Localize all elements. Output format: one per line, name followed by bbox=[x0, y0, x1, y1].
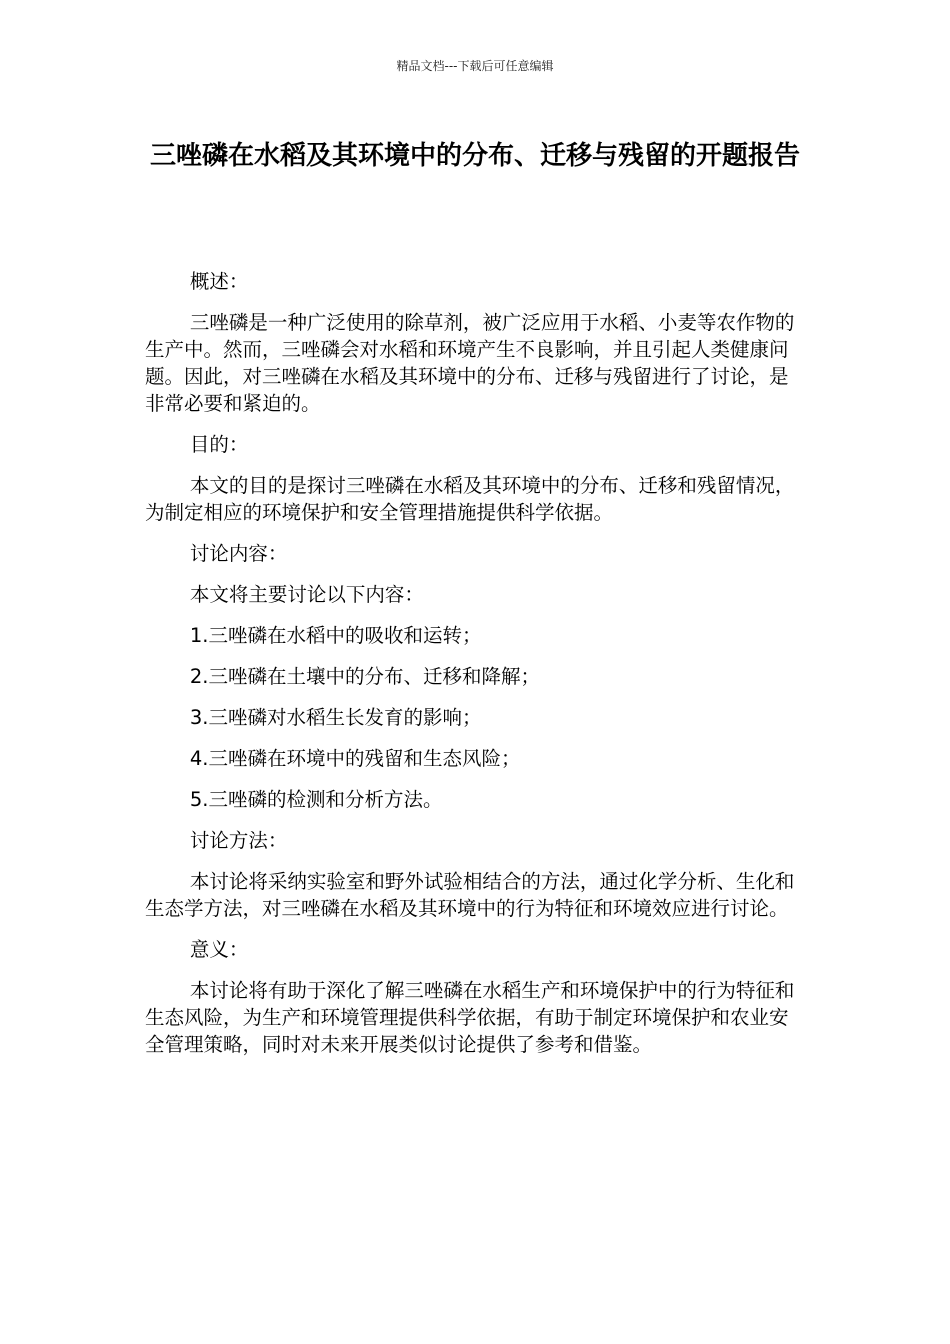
paragraph-significance: 本讨论将有助于深化了解三唑磷在水稻生产和环境保护中的行为特征和生态风险，为生产和环境管理提供科学依据，有助于制定环境保护和农业安全管理策略，同时对未来开展类似讨论提供了参考和借鉴。 bbox=[145, 979, 795, 1056]
header-note: 精品文档---下载后可任意编辑 bbox=[396, 59, 554, 73]
document-title: 三唑磷在水稻及其环境中的分布、迁移与残留的开题报告 bbox=[149, 141, 800, 171]
section-heading-overview: 概述： bbox=[189, 270, 249, 293]
section-heading-method: 讨论方法： bbox=[189, 829, 288, 852]
paragraph-content-intro: 本文将主要讨论以下内容： bbox=[189, 583, 424, 606]
section-heading-purpose: 目的： bbox=[189, 433, 249, 456]
section-heading-significance: 意义： bbox=[189, 938, 249, 961]
list-item: 1.三唑磷在水稻中的吸收和运转； bbox=[189, 624, 482, 647]
document-body bbox=[145, 268, 795, 1072]
list-item: 3.三唑磷对水稻生长发育的影响； bbox=[189, 706, 482, 729]
paragraph-overview: 三唑磷是一种广泛使用的除草剂，被广泛应用于水稻、小麦等农作物的生产中。然而，三唑磷会对水稻和环境产生不良影响，并且引起人类健康问题。因此，对三唑磷在水稻及其环境中的分布、迁移与残留进行了讨论，是非常必要和紧迫的。 bbox=[145, 311, 795, 415]
list-item: 5.三唑磷的检测和分析方法。 bbox=[189, 788, 443, 811]
list-item: 4.三唑磷在环境中的残留和生态风险； bbox=[189, 747, 521, 770]
list-item: 2.三唑磷在土壤中的分布、迁移和降解； bbox=[189, 665, 540, 688]
paragraph-purpose: 本文的目的是探讨三唑磷在水稻及其环境中的分布、迁移和残留情况，为制定相应的环境保护和安全管理措施提供科学依据。 bbox=[145, 474, 795, 524]
section-heading-content: 讨论内容： bbox=[189, 542, 288, 565]
paragraph-method: 本讨论将采纳实验室和野外试验相结合的方法，通过化学分析、生化和生态学方法，对三唑磷在水稻及其环境中的行为特征和环境效应进行讨论。 bbox=[145, 870, 795, 920]
